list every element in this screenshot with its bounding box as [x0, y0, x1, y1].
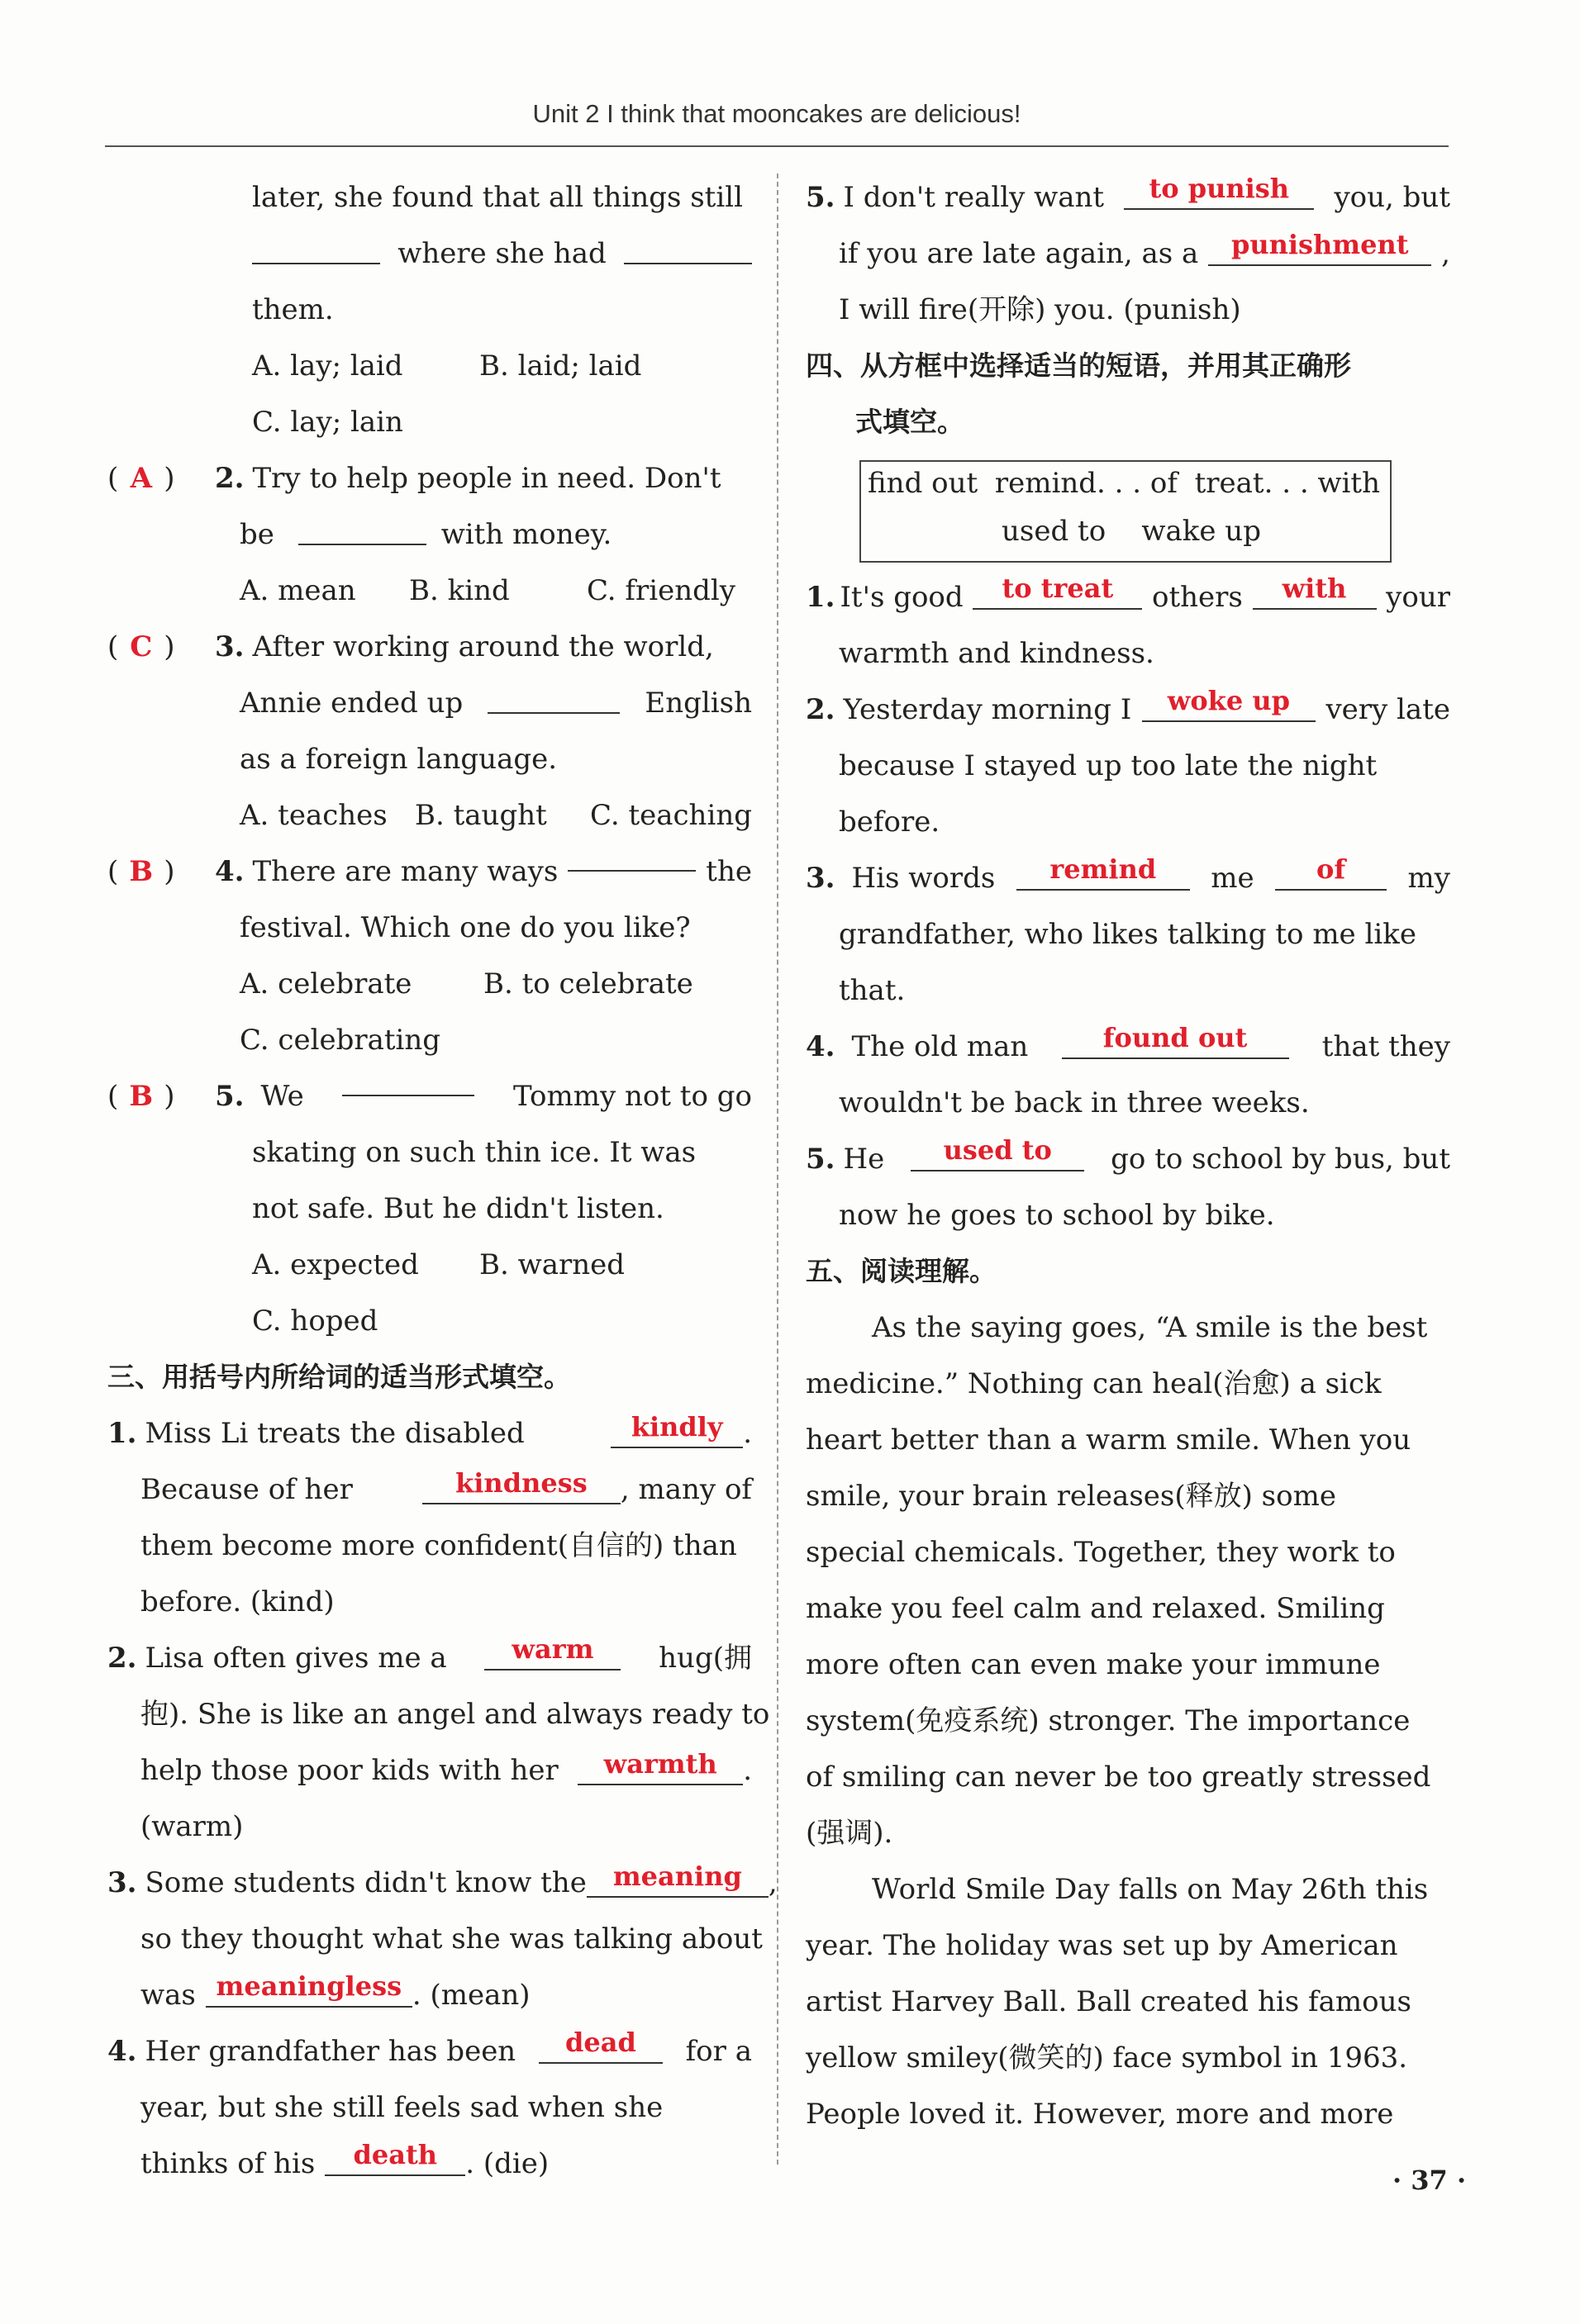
item-text: .: [743, 1417, 752, 1450]
item-text: . (mean): [412, 1979, 531, 2012]
item-text: my: [1407, 862, 1450, 895]
q5-options-ab: [107, 1237, 752, 1293]
answer-of: of: [1275, 853, 1387, 891]
option-c: C. hoped: [252, 1305, 378, 1338]
answer-letter: A: [130, 462, 152, 495]
reading-line: People loved it. However, more and more: [806, 2098, 1394, 2131]
s3-item1-line3: [107, 1518, 752, 1574]
item-number: 4.: [806, 1030, 835, 1063]
answer-warmth: warmth: [578, 1747, 743, 1785]
q1-line2: [107, 226, 752, 282]
q1-options-ab: [107, 338, 752, 394]
option-b: B. to celebrate: [483, 967, 693, 1000]
item-number: 1.: [806, 581, 835, 614]
q3-line2: [107, 675, 752, 731]
s4-item2-line2: [806, 738, 1450, 794]
q2-options: [107, 563, 752, 619]
option-a: A. teaches: [240, 799, 388, 832]
s3-item2-text: [137, 1630, 753, 1686]
s3-item3-line2: [107, 1911, 763, 1967]
q5-text: not safe. But he didn't listen.: [252, 1192, 664, 1225]
reading-line: year. The holiday was set up by American: [806, 1929, 1398, 1962]
item-number: 1.: [107, 1417, 137, 1450]
s4-item4-text: [835, 1019, 1451, 1075]
q2-text: [245, 450, 753, 506]
reading-line: more often can even make your immune: [806, 1648, 1381, 1681]
reading-line: World Smile Day falls on May 26th this: [872, 1873, 1429, 1906]
answer-with: with: [1253, 572, 1377, 610]
s4-item1-line2: [806, 625, 1450, 682]
item-text: so they thought what she was talking about: [140, 1922, 763, 1956]
item-text: that.: [839, 974, 906, 1007]
option-c: C. celebrating: [240, 1024, 441, 1057]
item-text: before.: [839, 806, 940, 839]
q2-text: with money.: [440, 518, 612, 551]
item-text: them become more confident(自信的) than: [140, 1529, 737, 1562]
blank[interactable]: [342, 1062, 474, 1096]
s3-item3-line1: [107, 1855, 778, 1911]
phrase-box-row2: [1002, 515, 1261, 548]
s4-item3-line1: [806, 850, 1450, 906]
item-text: before. (kind): [140, 1585, 335, 1618]
item-text: that they: [1321, 1030, 1450, 1063]
item-text: thinks of his: [140, 2147, 316, 2180]
s3-item4-line2: [107, 2079, 752, 2136]
s4-item5-line1: [806, 1131, 1450, 1187]
reading-line: As the saying goes, “A smile is the best: [872, 1311, 1428, 1344]
q1-line1: [107, 169, 752, 226]
phrase: find out: [868, 467, 978, 500]
option-a: A. mean: [240, 574, 356, 607]
q1-options-c: [107, 394, 752, 450]
s3-item1-text: [137, 1405, 753, 1461]
item-number: 5.: [806, 1143, 835, 1176]
q3-text: English: [645, 687, 752, 720]
section4-title-line1: 四、从方框中选择适当的短语，并用其正确形: [806, 349, 1351, 382]
option-c: C. teaching: [590, 799, 752, 832]
answer-meaningless: meaningless: [206, 1970, 412, 2008]
question-number: 4.: [215, 855, 245, 888]
blank[interactable]: [298, 511, 426, 545]
answer-bracket: ( A ): [107, 450, 215, 506]
item-text: (warm): [140, 1810, 244, 1843]
item-text: 抱). She is like an angel and always ready to: [140, 1698, 770, 1731]
item-number: 2.: [806, 693, 835, 726]
reading-line: system(免疫系统) stronger. The importance: [806, 1704, 1411, 1737]
r-q5-line2: [806, 226, 1450, 282]
item-text: . (die): [465, 2147, 550, 2180]
s3-item2-line3: [107, 1742, 752, 1799]
item-number: 2.: [107, 1642, 137, 1675]
reading-line: artist Harvey Ball. Ball created his famous: [806, 1985, 1411, 2018]
q5-text-span: We: [260, 1080, 304, 1113]
answer-letter: B: [129, 855, 154, 888]
s4-item5-line2: [806, 1187, 1450, 1243]
phrase-box-row1: [868, 467, 1380, 500]
option-c: C. lay; lain: [252, 406, 403, 439]
answer-death: death: [325, 2138, 465, 2176]
item-text: year, but she still feels sad when she: [140, 2091, 664, 2124]
item-text: because I stayed up too late the night: [839, 749, 1378, 782]
option-b: B. kind: [409, 574, 510, 607]
item-text: your: [1386, 581, 1450, 614]
q1-text: later, she found that all things still: [252, 181, 743, 214]
q5-line2: [107, 1124, 752, 1181]
s3-item4-line3: [107, 2136, 752, 2192]
item-text: I will fire(开除) you. (punish): [839, 293, 1241, 326]
item-text: help those poor kids with her: [140, 1754, 559, 1787]
s3-item4-line1: [107, 2023, 752, 2079]
reading-line: yellow smiley(微笑的) face symbol in 1963.: [806, 2041, 1408, 2074]
q2-line2: [107, 506, 752, 563]
item-text: Lisa often gives me a: [145, 1642, 447, 1675]
item-number: 3.: [107, 1866, 137, 1899]
answer-to-punish: to punish: [1124, 172, 1314, 210]
q4-text-span: There are many ways: [252, 855, 559, 888]
s4-item4-line1: [806, 1019, 1450, 1075]
answer-letter: B: [129, 1080, 154, 1113]
answer-kindness: kindness: [422, 1466, 621, 1504]
item-text: , many of: [620, 1473, 752, 1506]
phrase: used to: [1002, 515, 1106, 548]
item-text: It's good: [840, 581, 964, 614]
blank[interactable]: [252, 230, 380, 264]
reading-paragraph-1: [806, 1300, 1450, 1861]
q3-options: [107, 787, 752, 844]
answer-kindly: kindly: [611, 1410, 743, 1448]
answer-used-to: used to: [911, 1133, 1084, 1172]
phrase: remind. . . of: [994, 467, 1178, 500]
q5-text-span: Tommy not to go: [512, 1080, 752, 1113]
q2-text: be: [240, 518, 274, 551]
question-number: 5.: [215, 1080, 245, 1113]
section4-title-line2: 式填空。: [855, 406, 964, 438]
s3-item1-line1: [107, 1405, 752, 1461]
q3-line1: [107, 619, 752, 675]
answer-remind: remind: [1016, 853, 1190, 891]
option-b: B. laid; laid: [479, 349, 642, 383]
s3-item2-line1: [107, 1630, 752, 1686]
q1-text: where she had: [397, 237, 607, 270]
s4-item5-text: [835, 1131, 1451, 1187]
section5-title: 五、阅读理解。: [806, 1255, 997, 1287]
answer-letter: C: [130, 630, 153, 663]
r-q5-text: [835, 169, 1451, 226]
item-text: you, but: [1334, 181, 1450, 214]
item-text: Some students didn't know the: [145, 1866, 587, 1899]
phrase-box: [859, 460, 1392, 563]
item-text: Because of her: [140, 1473, 353, 1506]
q3-text: After working around the world,: [252, 630, 714, 663]
answer-found-out: found out: [1062, 1021, 1289, 1059]
item-number: 3.: [806, 862, 835, 895]
s4-item1-line1: [806, 569, 1450, 625]
q5-options-c: [107, 1293, 752, 1349]
item-text: ,: [1441, 237, 1450, 270]
s4-item3-line2: [806, 906, 1450, 962]
option-a: A. expected: [252, 1248, 419, 1281]
section3-title: 三、用括号内所给词的适当形式填空。: [107, 1361, 571, 1393]
item-text: now he goes to school by bike.: [839, 1199, 1275, 1232]
answer-punishment: punishment: [1208, 228, 1431, 266]
s3-item1-line2: [107, 1461, 752, 1518]
item-text: Miss Li treats the disabled: [145, 1417, 525, 1450]
item-text: I don't really want: [843, 181, 1105, 214]
item-text: He: [843, 1143, 885, 1176]
q4-line2: [107, 900, 752, 956]
s4-item4-line2: [806, 1075, 1450, 1131]
s4-item2-text: [835, 682, 1451, 738]
s3-item1-line4: [107, 1574, 752, 1630]
reading-line: of smiling can never be too greatly stressed: [806, 1761, 1431, 1794]
answer-bracket: ( C ): [107, 619, 215, 675]
q5-line1: [107, 1068, 752, 1124]
item-text: go to school by bus, but: [1111, 1143, 1450, 1176]
r-q5-line1: [806, 169, 1450, 226]
q4-options-c: [107, 1012, 752, 1068]
reading-line: heart better than a warm smile. When you: [806, 1423, 1411, 1457]
s3-item2-line2: [107, 1686, 770, 1742]
option-c: C. friendly: [587, 574, 735, 607]
item-text: was: [140, 1979, 196, 2012]
q2-text-span: Try to help people in need. Don't: [252, 462, 721, 495]
s3-item3-line3: [107, 1967, 752, 2023]
answer-woke-up: woke up: [1142, 684, 1316, 722]
q3-text: Annie ended up: [240, 687, 464, 720]
reading-line: (强调).: [806, 1817, 893, 1850]
item-text: The old man: [851, 1030, 1029, 1063]
q4-text: [245, 844, 753, 900]
phrase: wake up: [1141, 515, 1261, 548]
option-a: A. celebrate: [240, 967, 412, 1000]
s4-item2-line3: [806, 794, 1450, 850]
q4-text-span: the: [706, 855, 752, 888]
page-number: · 37 ·: [1392, 2165, 1467, 2196]
blank[interactable]: [624, 230, 752, 264]
q5-text: [245, 1068, 753, 1124]
blank[interactable]: [488, 679, 620, 714]
item-text: if you are late again, as a: [839, 237, 1199, 270]
page-header: Unit 2 I think that mooncakes are delicious!: [532, 99, 1021, 128]
answer-bracket: ( B ): [107, 844, 215, 900]
r-q5-line3: [806, 282, 1450, 338]
item-text: hug(拥: [659, 1642, 752, 1675]
s4-item2-line1: [806, 682, 1450, 738]
answer-meaning: meaning: [587, 1860, 769, 1898]
option-a: A. lay; laid: [252, 349, 403, 383]
answer-dead: dead: [539, 2026, 663, 2064]
left-column: [107, 169, 778, 2192]
s4-item3-line3: [806, 962, 1450, 1019]
answer-warm: warm: [484, 1633, 621, 1671]
q2-line1: [107, 450, 752, 506]
right-column: [806, 169, 1450, 2142]
item-number: 4.: [107, 2035, 137, 2068]
blank[interactable]: [568, 837, 696, 872]
option-b: B. warned: [479, 1248, 626, 1281]
reading-line: medicine.” Nothing can heal(治愈) a sick: [806, 1367, 1382, 1400]
item-text: wouldn't be back in three weeks.: [839, 1086, 1310, 1119]
option-b: B. taught: [415, 799, 547, 832]
reading-line: special chemicals. Together, they work to: [806, 1536, 1396, 1569]
s3-item3-text: [137, 1855, 778, 1911]
item-text: others: [1151, 581, 1243, 614]
header-divider: [105, 145, 1449, 147]
q3-text: as a foreign language.: [240, 743, 558, 776]
item-text: very late: [1325, 693, 1450, 726]
item-number: 5.: [806, 181, 835, 214]
answer-bracket: ( B ): [107, 1068, 215, 1124]
item-text: ,: [768, 1866, 778, 1899]
item-text: Her grandfather has been: [145, 2035, 516, 2068]
q4-line1: [107, 844, 752, 900]
item-text: for a: [685, 2035, 752, 2068]
s4-item3-text: [835, 850, 1451, 906]
q1-line3: [107, 282, 752, 338]
s3-item4-text: [137, 2023, 753, 2079]
q3-line3: [107, 731, 752, 787]
q5-line3: [107, 1181, 752, 1237]
s3-item2-line4: [107, 1799, 752, 1855]
item-text: .: [743, 1754, 752, 1787]
reading-line: make you feel calm and relaxed. Smiling: [806, 1592, 1385, 1625]
item-text: warmth and kindness.: [839, 637, 1154, 670]
item-text: His words: [851, 862, 996, 895]
reading-paragraph-2: [806, 1861, 1450, 2142]
s4-item1-text: [835, 569, 1451, 625]
answer-to-treat: to treat: [973, 572, 1142, 610]
phrase: treat. . . with: [1194, 467, 1380, 500]
reading-line: smile, your brain releases(释放) some: [806, 1480, 1336, 1513]
question-number: 2.: [215, 462, 245, 495]
q1-text: them.: [252, 293, 334, 326]
item-text: grandfather, who likes talking to me like: [839, 918, 1416, 951]
question-number: 3.: [215, 630, 245, 663]
q4-options-ab: [107, 956, 752, 1012]
item-text: me: [1211, 862, 1254, 895]
q4-text: festival. Which one do you like?: [240, 911, 691, 944]
item-text: Yesterday morning I: [843, 693, 1132, 726]
q5-text: skating on such thin ice. It was: [252, 1136, 697, 1169]
